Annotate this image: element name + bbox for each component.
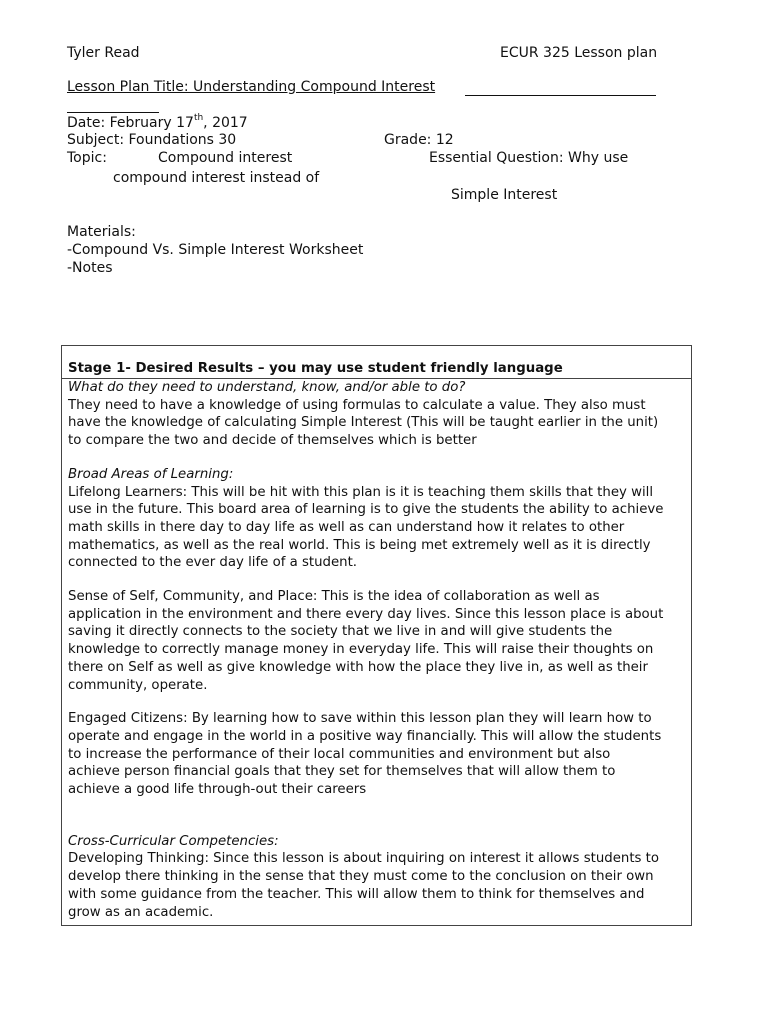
stage1-table (61, 345, 692, 926)
date-line (67, 115, 248, 131)
text-line: use in the future. This board area of learning is to give the students the ability to achieve (68, 502, 664, 518)
text-line: with some guidance from the teacher. This will allow them to think for themselves and (68, 886, 645, 902)
stage1-body-cell (68, 379, 690, 921)
text-line: achieve person financial goals that they set for themselves that will allow them to (68, 764, 616, 780)
stage1-title: Stage 1- Desired Results – you may use student friendly language (68, 361, 563, 376)
text-line: connected to the ever day life of a student. (68, 555, 358, 571)
broad-areas-heading: Broad Areas of Learning: (68, 466, 234, 482)
text-line: Sense of Self, Community, and Place: This is the idea of collaboration as well as (68, 589, 600, 605)
text-line: mathematics, as well as the real world. This is being met extremely well as it is directly (68, 537, 651, 553)
topic-label: Topic: (67, 150, 107, 166)
title-underline-wrap (67, 112, 159, 113)
text-line: math skills in there day to day life as well as can understand how it relates to other (68, 519, 625, 535)
text-line: have the knowledge of calculating Simple Interest (This will be taught earlier in the unit) (68, 415, 659, 431)
date-year: , 2017 (203, 115, 248, 131)
text-line: operate and engage in the world in a positive way financially. This will allow the students (68, 728, 662, 744)
text-line: saving it directly connects to the society that we live in and will give students the (68, 624, 613, 640)
subject-line: Subject: Foundations 30 (67, 132, 237, 148)
topic-value: Compound interest (158, 150, 293, 166)
essential-question-continuation: Simple Interest (451, 187, 558, 203)
text-line: Lifelong Learners: This will be hit with this plan is it is teaching them skills that they will (68, 484, 654, 500)
date-suffix: th (193, 113, 204, 124)
text-line: develop there thinking in the sense that they must come to the conclusion on their own (68, 869, 654, 885)
stage1-title-cell (62, 346, 691, 379)
course-label: ECUR 325 Lesson plan (500, 45, 658, 61)
date-label: Date: February 17 (67, 115, 194, 131)
text-line: community, operate. (68, 677, 208, 693)
text-line: there on Self as well as give knowledge with how the place they live in, as well as their (68, 659, 648, 675)
cross-curricular-heading: Cross-Curricular Competencies: (68, 833, 279, 849)
stage1-question: What do they need to understand, know, and/or able to do? (68, 380, 466, 395)
lesson-title: Lesson Plan Title: Understanding Compound Interest (67, 79, 436, 95)
author-name: Tyler Read (67, 45, 140, 61)
title-underline-extension (465, 95, 656, 96)
text-line: They need to have a knowledge of using formulas to calculate a value. They also must (68, 397, 646, 413)
materials-item: -Notes (67, 260, 113, 276)
essential-question: Essential Question: Why use (429, 150, 629, 166)
text-line: Engaged Citizens: By learning how to save within this lesson plan they will learn how to (68, 711, 652, 727)
materials-label: Materials: (67, 224, 136, 240)
materials-item: -Compound Vs. Simple Interest Worksheet (67, 242, 364, 258)
grade-line: Grade: 12 (384, 132, 454, 148)
text-line: Developing Thinking: Since this lesson is about inquiring on interest it allows students to (68, 851, 660, 867)
text-line: knowledge to correctly manage money in everyday life. This will raise their thoughts on (68, 642, 654, 658)
text-line: application in the environment and there every day lives. Since this lesson place is about (68, 606, 664, 622)
text-line: grow as an academic. (68, 904, 214, 920)
text-line: to compare the two and decide of themselves which is better (68, 433, 477, 449)
text-line: achieve a good life through-out their careers (68, 782, 367, 798)
topic-continuation: compound interest instead of (113, 170, 320, 186)
text-line: to increase the performance of their local communities and environment but also (68, 746, 611, 762)
